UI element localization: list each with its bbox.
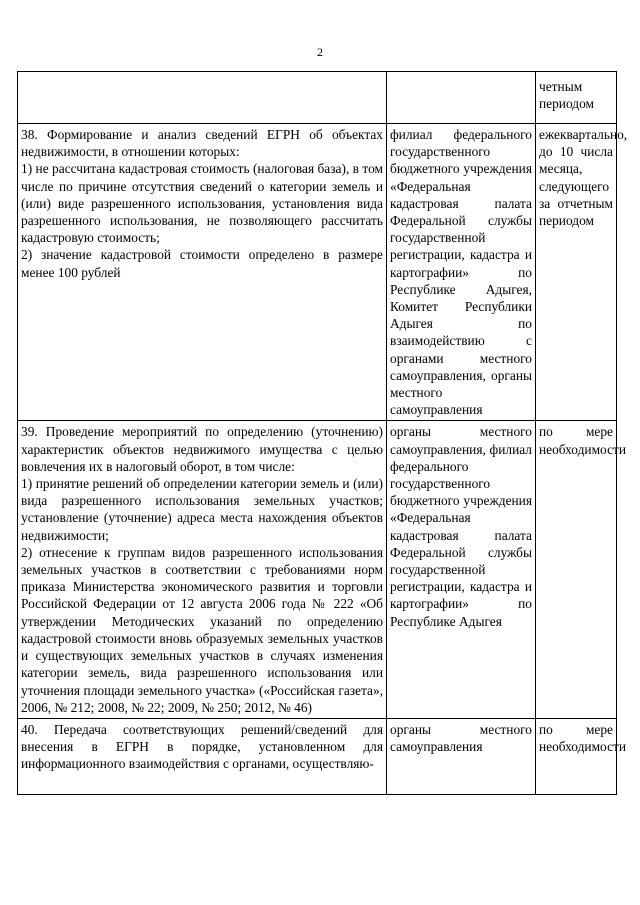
table-row-38 (18, 124, 617, 421)
deadline-text: по мере необходимости (539, 721, 627, 755)
deadline-cell (536, 718, 627, 794)
deadline-text: ежеквартально, до 10 числа месяца, следующего за отчетным периодом (539, 127, 628, 229)
item-heading: 40. Передача соответствующих решений/сведений для внесения в ЕГРН в порядке, установленном для информационного взаимодействия с органами, осуществляю- (21, 721, 383, 772)
deadline-cell (536, 72, 617, 124)
table-row-39 (18, 421, 617, 718)
responsible-text: органы местного самоуправления (390, 721, 532, 755)
page-number: 2 (317, 45, 323, 59)
deadline-text: по мере необходимости (539, 424, 627, 457)
item-heading: 38. Формирование и анализ сведений ЕГРН об объектах недвижимости, в отношении которых: (21, 127, 383, 160)
subitem: 1) принятие решений об определении категории земель и (или) вида разрешенного использования земельных участков; установление (уточнение) адреса места нахождения объектов недвижимости; (21, 476, 383, 543)
responsible-cell (387, 124, 536, 421)
description-cell (18, 718, 387, 794)
subitem: 1) не рассчитана кадастровая стоимость (налоговая база), в том числе по причине отсутствия сведений о категории земель и (или) виде разрешенного использования, установления вида разрешенного использования, не позволяющего рассчитать кадастровую стоимость; (21, 161, 383, 246)
measures-table (17, 71, 628, 795)
description-cell (18, 72, 387, 124)
table-row-40 (18, 718, 617, 794)
deadline-cell (536, 124, 628, 421)
responsible-cell (387, 421, 536, 718)
item-heading: 39. Проведение мероприятий по определению (уточнению) характеристик объектов недвижимого имущества с целью вовлечения их в налоговый оборот, в том числе: (21, 424, 383, 474)
responsible-text: органы местного самоуправления, филиал федерального государственного бюджетного учреждения «Федеральная кадастровая палата Федеральной службы государственной регистрации, кадастра и картографии» по Республике Адыгея (390, 424, 532, 629)
deadline-text: четным периодом (539, 79, 595, 112)
responsible-cell (387, 72, 536, 124)
table-row-continuation (18, 72, 617, 124)
description-cell (18, 124, 387, 421)
subitem: 2) отнесение к группам видов разрешенного использования земельных участков в соответствии с требованиями норм приказа Министерства экономического развития и торговли Российской Федерации от 12 августа 2006 года № 222 «Об утверждении Методических указаний по определению кадастровой стоимости вновь образуемых земельных участков и существующих земельных участков в случаях изменения категории земель, вида разрешенного использования или уточнения площади земельного участка» («Российская газета», 2006, № 212; 2008, № 22; 2009, № 250; 2012, № 46) (21, 544, 383, 715)
responsible-text: филиал федерального государственного бюджетного учреждения «Федеральная кадастровая палата Федеральной службы государственной регистрации, кадастра и картографии» по Республике Адыгея, Комитет Республики Адыгея по взаимодействию с органами местного самоуправления, органы местного самоуправления (390, 127, 532, 418)
responsible-cell (387, 718, 536, 794)
deadline-cell (536, 421, 627, 718)
description-cell (18, 421, 387, 718)
subitem: 2) значение кадастровой стоимости определено в размере менее 100 рублей (21, 247, 383, 280)
